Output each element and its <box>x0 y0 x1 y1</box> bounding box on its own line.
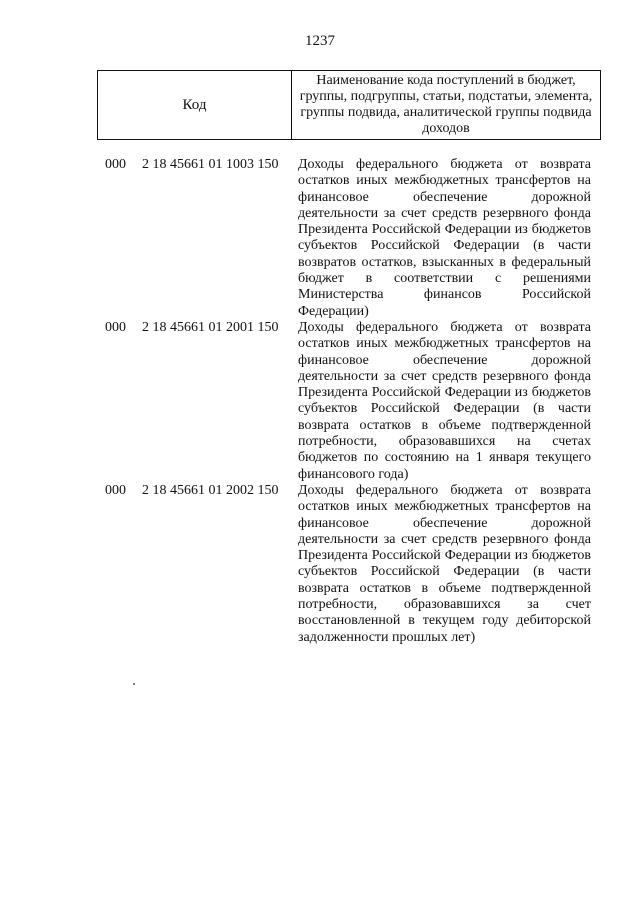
admin-code: 000 <box>105 482 126 498</box>
header-code-label: Код <box>98 71 292 139</box>
revenue-description-text: Доходы федерального бюджета от возврата остатков иных межбюджетных трансфертов на финансовое обеспечение дорожной деятельности за счет средств резервного фонда Президента Российской Федерации из бюджетов субъектов Российской Федерации (в части возвратов остатков, взысканных в федеральный бюджет в соответствии с решениями Министерства финансов Российской Федерации) <box>298 157 591 319</box>
table-body <box>97 157 601 646</box>
scan-speck <box>133 683 135 685</box>
revenue-code: 2 18 45661 01 2001 150 <box>142 319 279 335</box>
header-name-label: Наименование кода поступлений в бюджет, группы, подгруппы, статьи, подстатьи, элемента, группы подвида, аналитической группы подвида доходов <box>299 73 593 136</box>
revenue-description-text: Доходы федерального бюджета от возврата остатков иных межбюджетных трансфертов на финансовое обеспечение дорожной деятельности за счет средств резервного фонда Президента Российской Федерации из бюджетов субъектов Российской Федерации (в части возврата остатков в объеме подтвержденной потребности, образовавшихся на счетах бюджетов по состоянию на 1 января текущего финансового года) <box>298 319 591 482</box>
admin-code: 000 <box>105 319 126 335</box>
revenue-description <box>298 157 591 320</box>
revenue-code: 2 18 45661 01 2002 150 <box>142 482 279 498</box>
table-row <box>97 320 601 483</box>
admin-code: 000 <box>105 157 126 172</box>
table-header <box>97 70 601 140</box>
revenue-description <box>298 320 591 483</box>
page-number: 1237 <box>305 33 335 49</box>
revenue-description-text: Доходы федерального бюджета от возврата остатков иных межбюджетных трансфертов на финансовое обеспечение дорожной деятельности за счет средств резервного фонда Президента Российской Федерации из бюджетов субъектов Российской Федерации (в части возврата остатков в объеме подтвержденной потребности, образовавшихся за счет восстановленной в текущем году дебиторской задолженности прошлых лет) <box>298 482 591 645</box>
revenue-description <box>298 483 591 646</box>
table-row <box>97 157 601 320</box>
revenue-code: 2 18 45661 01 1003 150 <box>142 157 279 172</box>
table-row <box>97 483 601 646</box>
